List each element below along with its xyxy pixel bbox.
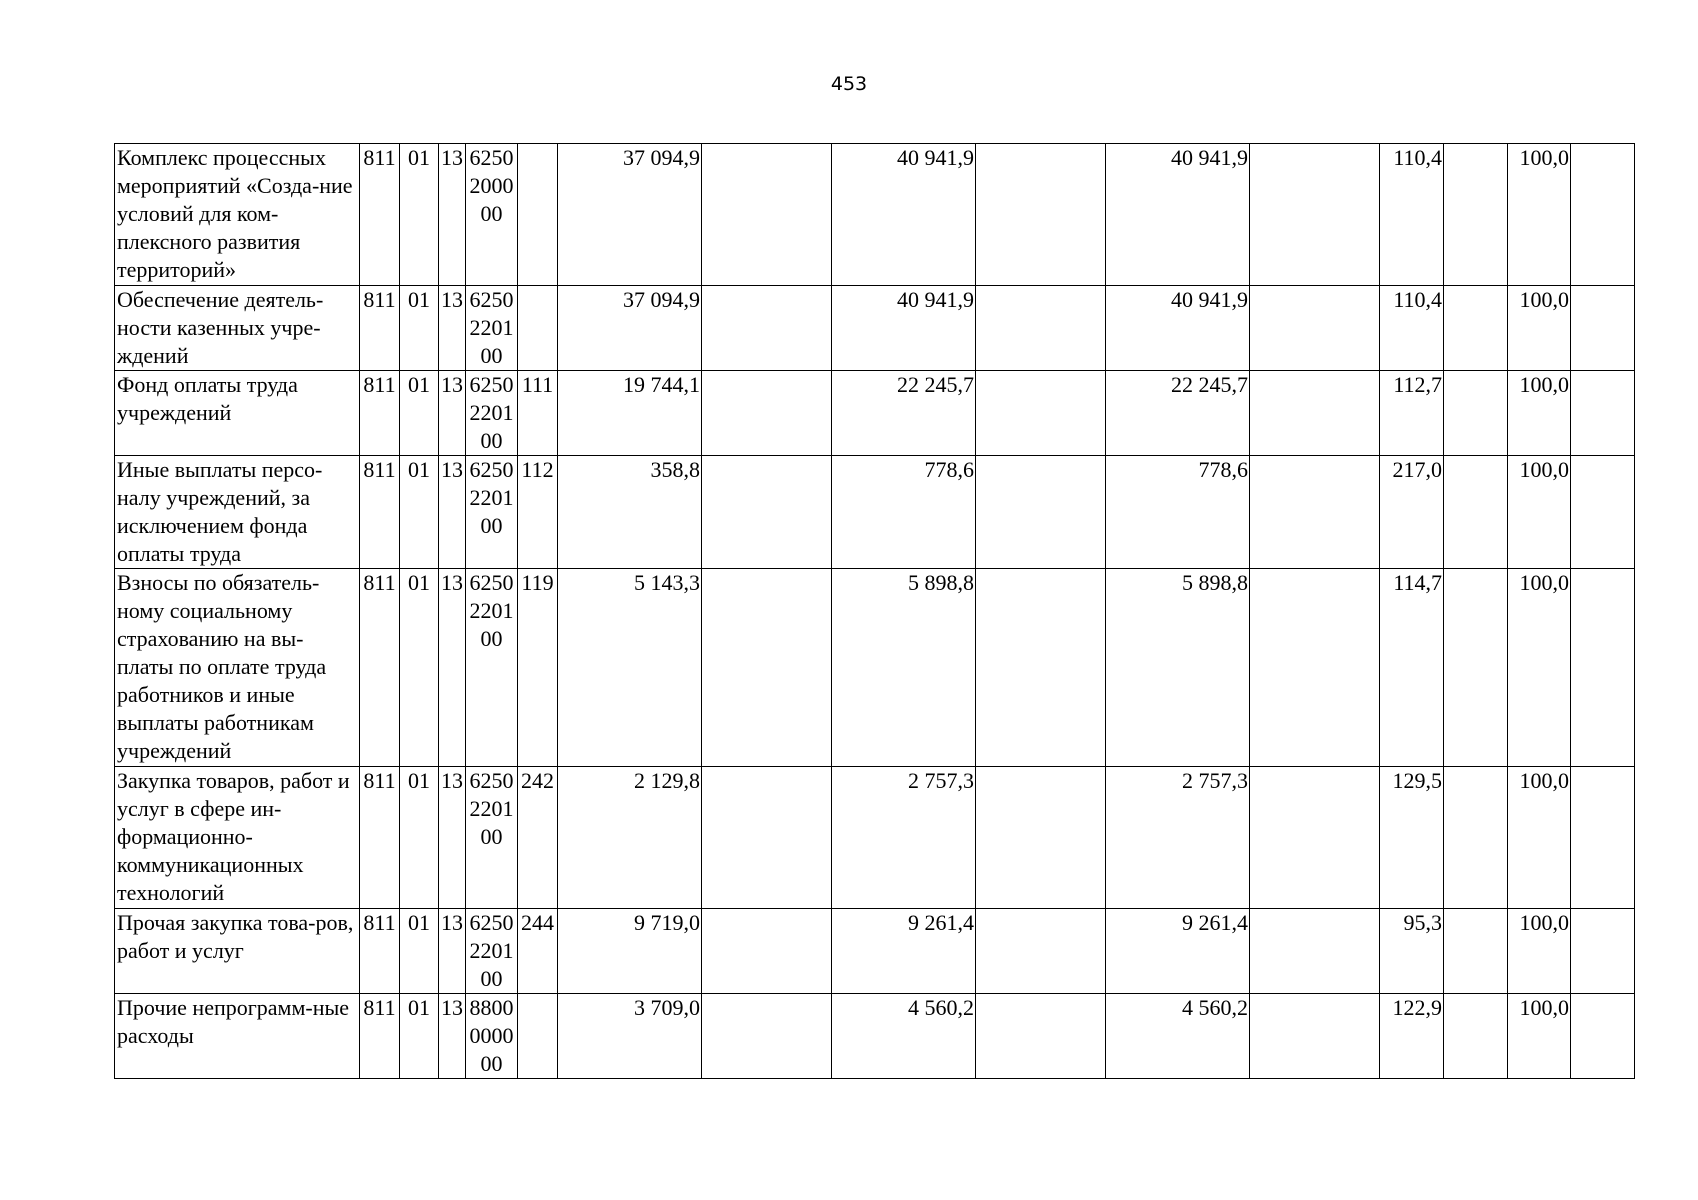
row-value-2: 40 941,9 — [832, 144, 976, 286]
row-percent-2: 100,0 — [1508, 569, 1571, 767]
row-percent-2: 100,0 — [1508, 767, 1571, 909]
row-name: Прочие непрограмм-ные расходы — [115, 994, 360, 1079]
row-admin-code: 811 — [360, 286, 400, 371]
row-admin-code: 811 — [360, 569, 400, 767]
row-empty-cell — [1250, 456, 1380, 569]
row-empty-cell — [702, 909, 832, 994]
row-percent-2: 100,0 — [1508, 286, 1571, 371]
table-body — [115, 144, 1635, 1079]
row-name: Комплекс процессных мероприятий «Созда-ние условий для ком-плексного развития территорий» — [115, 144, 360, 286]
row-empty-cell — [1250, 767, 1380, 909]
row-empty-cell — [1250, 371, 1380, 456]
row-value-2: 778,6 — [832, 456, 976, 569]
table-row — [115, 909, 1635, 994]
row-target-article-code: 6250 2201 00 — [466, 767, 518, 909]
row-subsection-code: 13 — [439, 909, 466, 994]
row-empty-cell — [702, 371, 832, 456]
row-empty-cell — [702, 767, 832, 909]
row-percent-2: 100,0 — [1508, 909, 1571, 994]
row-percent-2: 100,0 — [1508, 456, 1571, 569]
row-name: Иные выплаты персо-налу учреждений, за исключением фонда оплаты труда — [115, 456, 360, 569]
row-empty-cell — [976, 144, 1106, 286]
row-section-code: 01 — [400, 286, 439, 371]
row-section-code: 01 — [400, 994, 439, 1079]
row-value-2: 40 941,9 — [832, 286, 976, 371]
row-empty-cell — [1444, 994, 1508, 1079]
row-value-1: 5 143,3 — [558, 569, 702, 767]
row-expense-type-code: 111 — [518, 371, 558, 456]
row-empty-cell — [1571, 994, 1635, 1079]
row-subsection-code: 13 — [439, 144, 466, 286]
table-row — [115, 371, 1635, 456]
row-empty-cell — [976, 456, 1106, 569]
row-empty-cell — [702, 994, 832, 1079]
row-target-article-code: 8800 0000 00 — [466, 994, 518, 1079]
row-empty-cell — [1444, 286, 1508, 371]
row-section-code: 01 — [400, 144, 439, 286]
row-percent-2: 100,0 — [1508, 994, 1571, 1079]
row-name: Прочая закупка това-ров, работ и услуг — [115, 909, 360, 994]
row-expense-type-code — [518, 286, 558, 371]
row-target-article-code: 6250 2201 00 — [466, 909, 518, 994]
row-empty-cell — [1444, 767, 1508, 909]
row-expense-type-code: 244 — [518, 909, 558, 994]
row-percent-1: 122,9 — [1380, 994, 1444, 1079]
row-value-1: 358,8 — [558, 456, 702, 569]
row-value-2: 2 757,3 — [832, 767, 976, 909]
row-empty-cell — [976, 569, 1106, 767]
row-empty-cell — [1571, 371, 1635, 456]
row-expense-type-code — [518, 144, 558, 286]
table-row — [115, 286, 1635, 371]
row-value-3: 778,6 — [1106, 456, 1250, 569]
row-empty-cell — [1444, 909, 1508, 994]
row-empty-cell — [1571, 909, 1635, 994]
row-value-1: 9 719,0 — [558, 909, 702, 994]
row-value-1: 2 129,8 — [558, 767, 702, 909]
row-admin-code: 811 — [360, 909, 400, 994]
row-empty-cell — [702, 144, 832, 286]
row-subsection-code: 13 — [439, 994, 466, 1079]
row-percent-1: 114,7 — [1380, 569, 1444, 767]
row-percent-1: 110,4 — [1380, 286, 1444, 371]
row-empty-cell — [1250, 994, 1380, 1079]
row-expense-type-code: 112 — [518, 456, 558, 569]
row-target-article-code: 6250 2201 00 — [466, 456, 518, 569]
row-value-3: 22 245,7 — [1106, 371, 1250, 456]
row-admin-code: 811 — [360, 371, 400, 456]
row-name: Обеспечение деятель-ности казенных учре-ждений — [115, 286, 360, 371]
row-empty-cell — [976, 994, 1106, 1079]
row-percent-1: 110,4 — [1380, 144, 1444, 286]
row-subsection-code: 13 — [439, 569, 466, 767]
row-empty-cell — [1444, 371, 1508, 456]
row-value-2: 5 898,8 — [832, 569, 976, 767]
row-section-code: 01 — [400, 767, 439, 909]
table-row — [115, 994, 1635, 1079]
row-admin-code: 811 — [360, 144, 400, 286]
row-percent-2: 100,0 — [1508, 371, 1571, 456]
row-target-article-code: 6250 2000 00 — [466, 144, 518, 286]
row-target-article-code: 6250 2201 00 — [466, 371, 518, 456]
row-empty-cell — [702, 286, 832, 371]
row-target-article-code: 6250 2201 00 — [466, 569, 518, 767]
row-value-1: 37 094,9 — [558, 286, 702, 371]
table-row — [115, 767, 1635, 909]
row-empty-cell — [1250, 569, 1380, 767]
row-empty-cell — [1444, 456, 1508, 569]
row-subsection-code: 13 — [439, 371, 466, 456]
row-value-3: 4 560,2 — [1106, 994, 1250, 1079]
budget-table — [114, 143, 1635, 1079]
row-empty-cell — [1250, 909, 1380, 994]
page-number: 453 — [830, 73, 868, 95]
row-name: Закупка товаров, работ и услуг в сфере ин-формационно-коммуникационных технологий — [115, 767, 360, 909]
row-value-2: 4 560,2 — [832, 994, 976, 1079]
row-empty-cell — [976, 767, 1106, 909]
row-empty-cell — [1571, 456, 1635, 569]
row-empty-cell — [1571, 144, 1635, 286]
row-percent-1: 217,0 — [1380, 456, 1444, 569]
row-admin-code: 811 — [360, 994, 400, 1079]
row-empty-cell — [702, 569, 832, 767]
row-value-3: 2 757,3 — [1106, 767, 1250, 909]
row-name: Фонд оплаты труда учреждений — [115, 371, 360, 456]
table-row — [115, 144, 1635, 286]
row-admin-code: 811 — [360, 456, 400, 569]
table-row — [115, 569, 1635, 767]
row-subsection-code: 13 — [439, 286, 466, 371]
row-percent-2: 100,0 — [1508, 144, 1571, 286]
row-empty-cell — [702, 456, 832, 569]
row-empty-cell — [1571, 286, 1635, 371]
row-empty-cell — [1571, 767, 1635, 909]
row-section-code: 01 — [400, 456, 439, 569]
row-section-code: 01 — [400, 569, 439, 767]
row-expense-type-code — [518, 994, 558, 1079]
row-empty-cell — [1250, 144, 1380, 286]
row-value-3: 9 261,4 — [1106, 909, 1250, 994]
row-value-3: 40 941,9 — [1106, 144, 1250, 286]
row-value-2: 9 261,4 — [832, 909, 976, 994]
row-percent-1: 95,3 — [1380, 909, 1444, 994]
row-expense-type-code: 242 — [518, 767, 558, 909]
row-value-1: 19 744,1 — [558, 371, 702, 456]
row-section-code: 01 — [400, 371, 439, 456]
row-value-3: 40 941,9 — [1106, 286, 1250, 371]
row-percent-1: 112,7 — [1380, 371, 1444, 456]
row-empty-cell — [1444, 569, 1508, 767]
table-row — [115, 456, 1635, 569]
row-percent-1: 129,5 — [1380, 767, 1444, 909]
row-empty-cell — [976, 286, 1106, 371]
row-empty-cell — [976, 909, 1106, 994]
row-empty-cell — [1571, 569, 1635, 767]
row-admin-code: 811 — [360, 767, 400, 909]
row-expense-type-code: 119 — [518, 569, 558, 767]
row-value-3: 5 898,8 — [1106, 569, 1250, 767]
row-value-1: 37 094,9 — [558, 144, 702, 286]
row-value-1: 3 709,0 — [558, 994, 702, 1079]
row-name: Взносы по обязатель-ному социальному страхованию на вы-платы по оплате труда работников и иные выплаты работникам учреждений — [115, 569, 360, 767]
row-empty-cell — [1250, 286, 1380, 371]
row-empty-cell — [1444, 144, 1508, 286]
row-subsection-code: 13 — [439, 767, 466, 909]
row-section-code: 01 — [400, 909, 439, 994]
row-target-article-code: 6250 2201 00 — [466, 286, 518, 371]
row-empty-cell — [976, 371, 1106, 456]
row-subsection-code: 13 — [439, 456, 466, 569]
row-value-2: 22 245,7 — [832, 371, 976, 456]
